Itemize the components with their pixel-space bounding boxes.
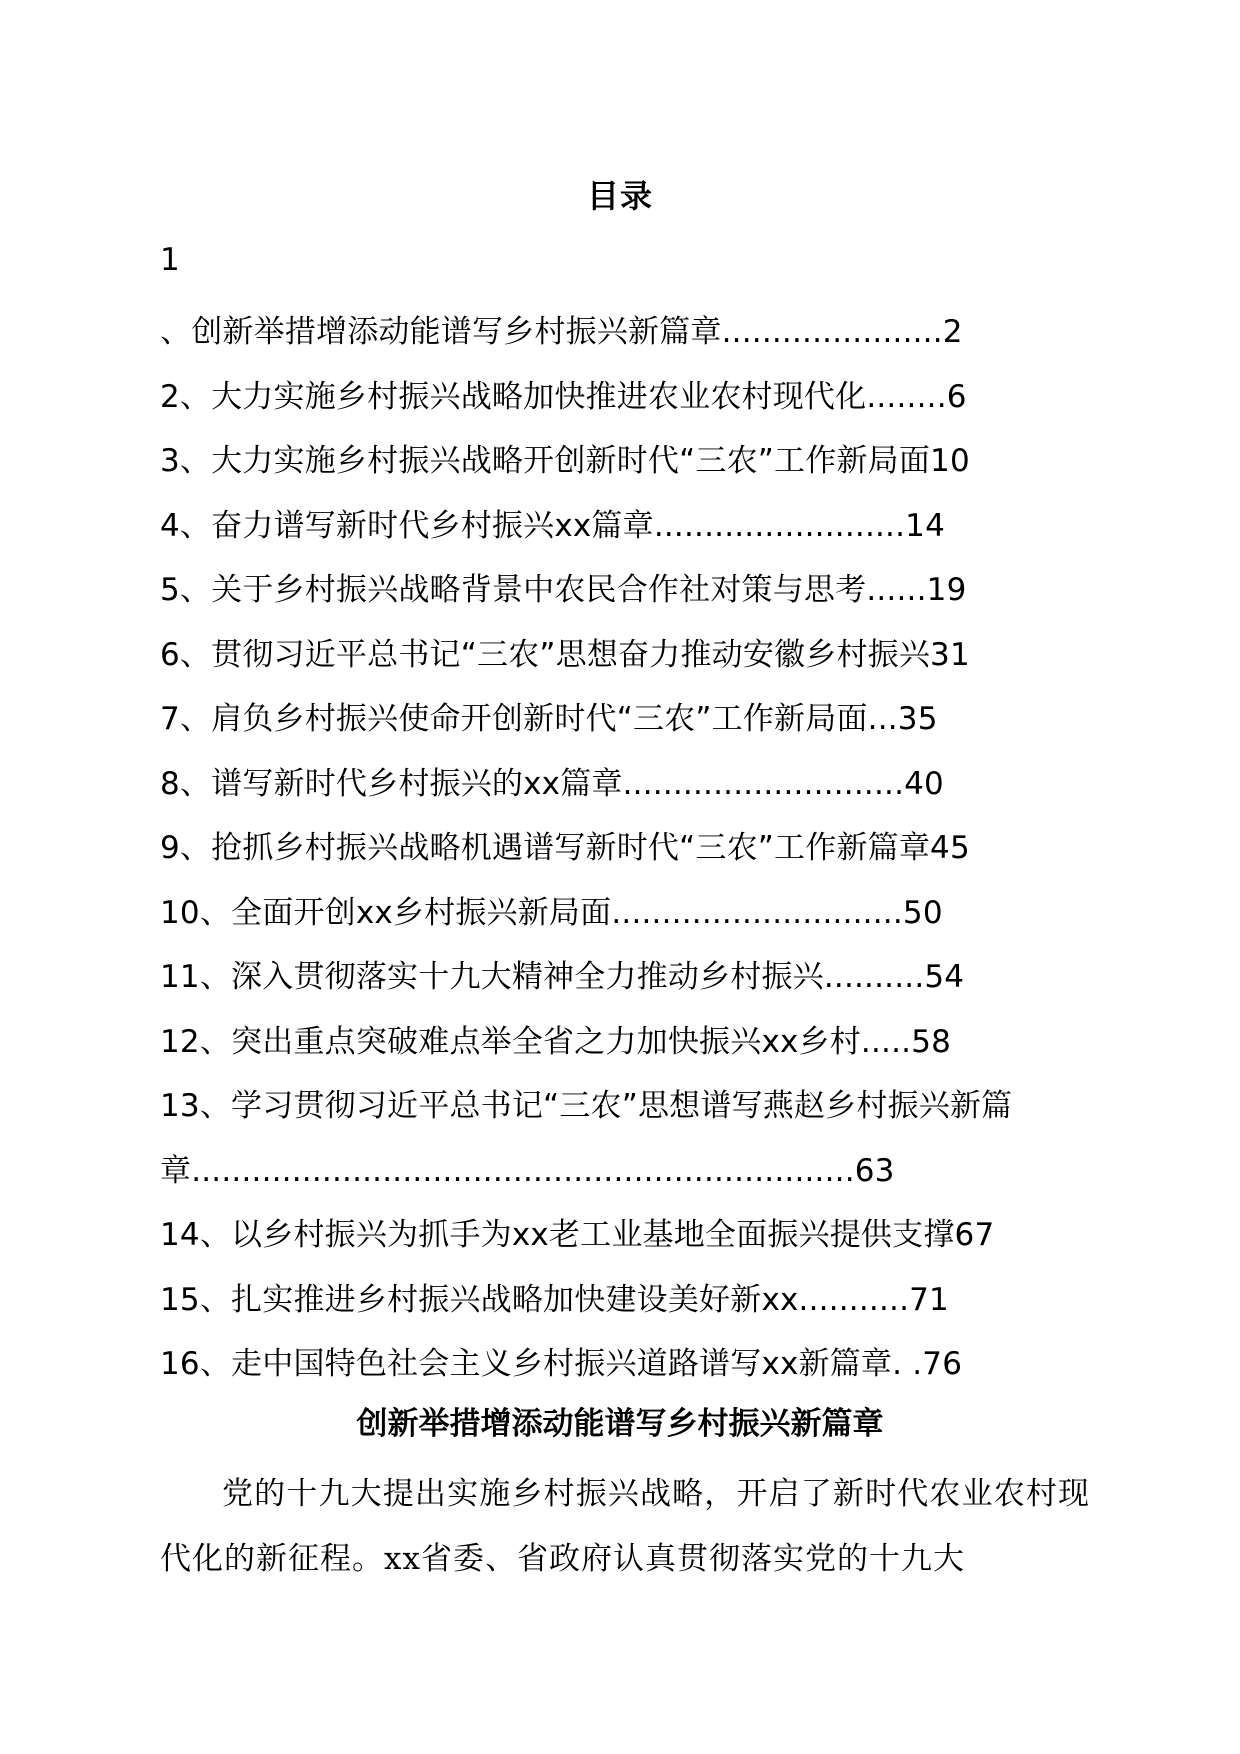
toc-title: 目录 <box>586 177 653 215</box>
toc-item-1[interactable]: 、创新举措增添动能谱写乡村振兴新篇章......................2 <box>160 314 963 350</box>
toc-item-9[interactable]: 9、抢抓乡村振兴战略机遇谱写新时代“三农”工作新篇章45 <box>160 830 970 866</box>
toc-item-10[interactable]: 10、全面开创xx乡村振兴新局面.............................50 <box>160 894 943 931</box>
toc-item-2[interactable]: 2、大力实施乡村振兴战略加快推进农业农村现代化........6 <box>160 378 967 415</box>
toc-item-13[interactable]: 13、学习贯彻习近平总书记“三农”思想谱写燕赵乡村振兴新篇章..................................................................63 <box>160 1088 1013 1189</box>
toc-item-7[interactable]: 7、肩负乡村振兴使命开创新时代“三农”工作新局面...35 <box>160 701 938 737</box>
toc-item-4[interactable]: 4、奋力谱写新时代乡村振兴xx篇章.........................14 <box>160 507 946 544</box>
body-paragraph: 党的十九大提出实施乡村振兴战略，开启了新时代农业农村现代化的新征程。xx省委、省政府认真贯彻落实党的十九大 <box>160 1476 1090 1577</box>
toc-item-11[interactable]: 11、深入贯彻落实十九大精神全力推动乡村振兴..........54 <box>160 959 965 995</box>
toc-item-3[interactable]: 3、大力实施乡村振兴战略开创新时代“三农”工作新局面10 <box>160 443 970 479</box>
toc-item-5[interactable]: 5、关于乡村振兴战略背景中农民合作社对策与思考......19 <box>160 572 967 608</box>
toc-item-6[interactable]: 6、贯彻习近平总书记“三农”思想奋力推动安徽乡村振兴31 <box>160 636 970 673</box>
toc-item-16[interactable]: 16、走中国特色社会主义乡村振兴道路谱写xx新篇章. .76 <box>160 1346 963 1382</box>
toc-item-14[interactable]: 14、以乡村振兴为抓手为xx老工业基地全面振兴提供支撑67 <box>160 1217 995 1253</box>
toc-lead-number: 1 <box>160 242 180 278</box>
toc-item-8[interactable]: 8、谱写新时代乡村振兴的xx篇章............................40 <box>160 765 944 802</box>
section-title: 创新举措增添动能谱写乡村振兴新篇章 <box>356 1406 884 1442</box>
toc-item-12[interactable]: 12、突出重点突破难点举全省之力加快振兴xx乡村.....58 <box>160 1023 952 1060</box>
toc-list <box>160 300 1090 1397</box>
toc-item-15[interactable]: 15、扎实推进乡村振兴战略加快建设美好新xx...........71 <box>160 1281 949 1318</box>
